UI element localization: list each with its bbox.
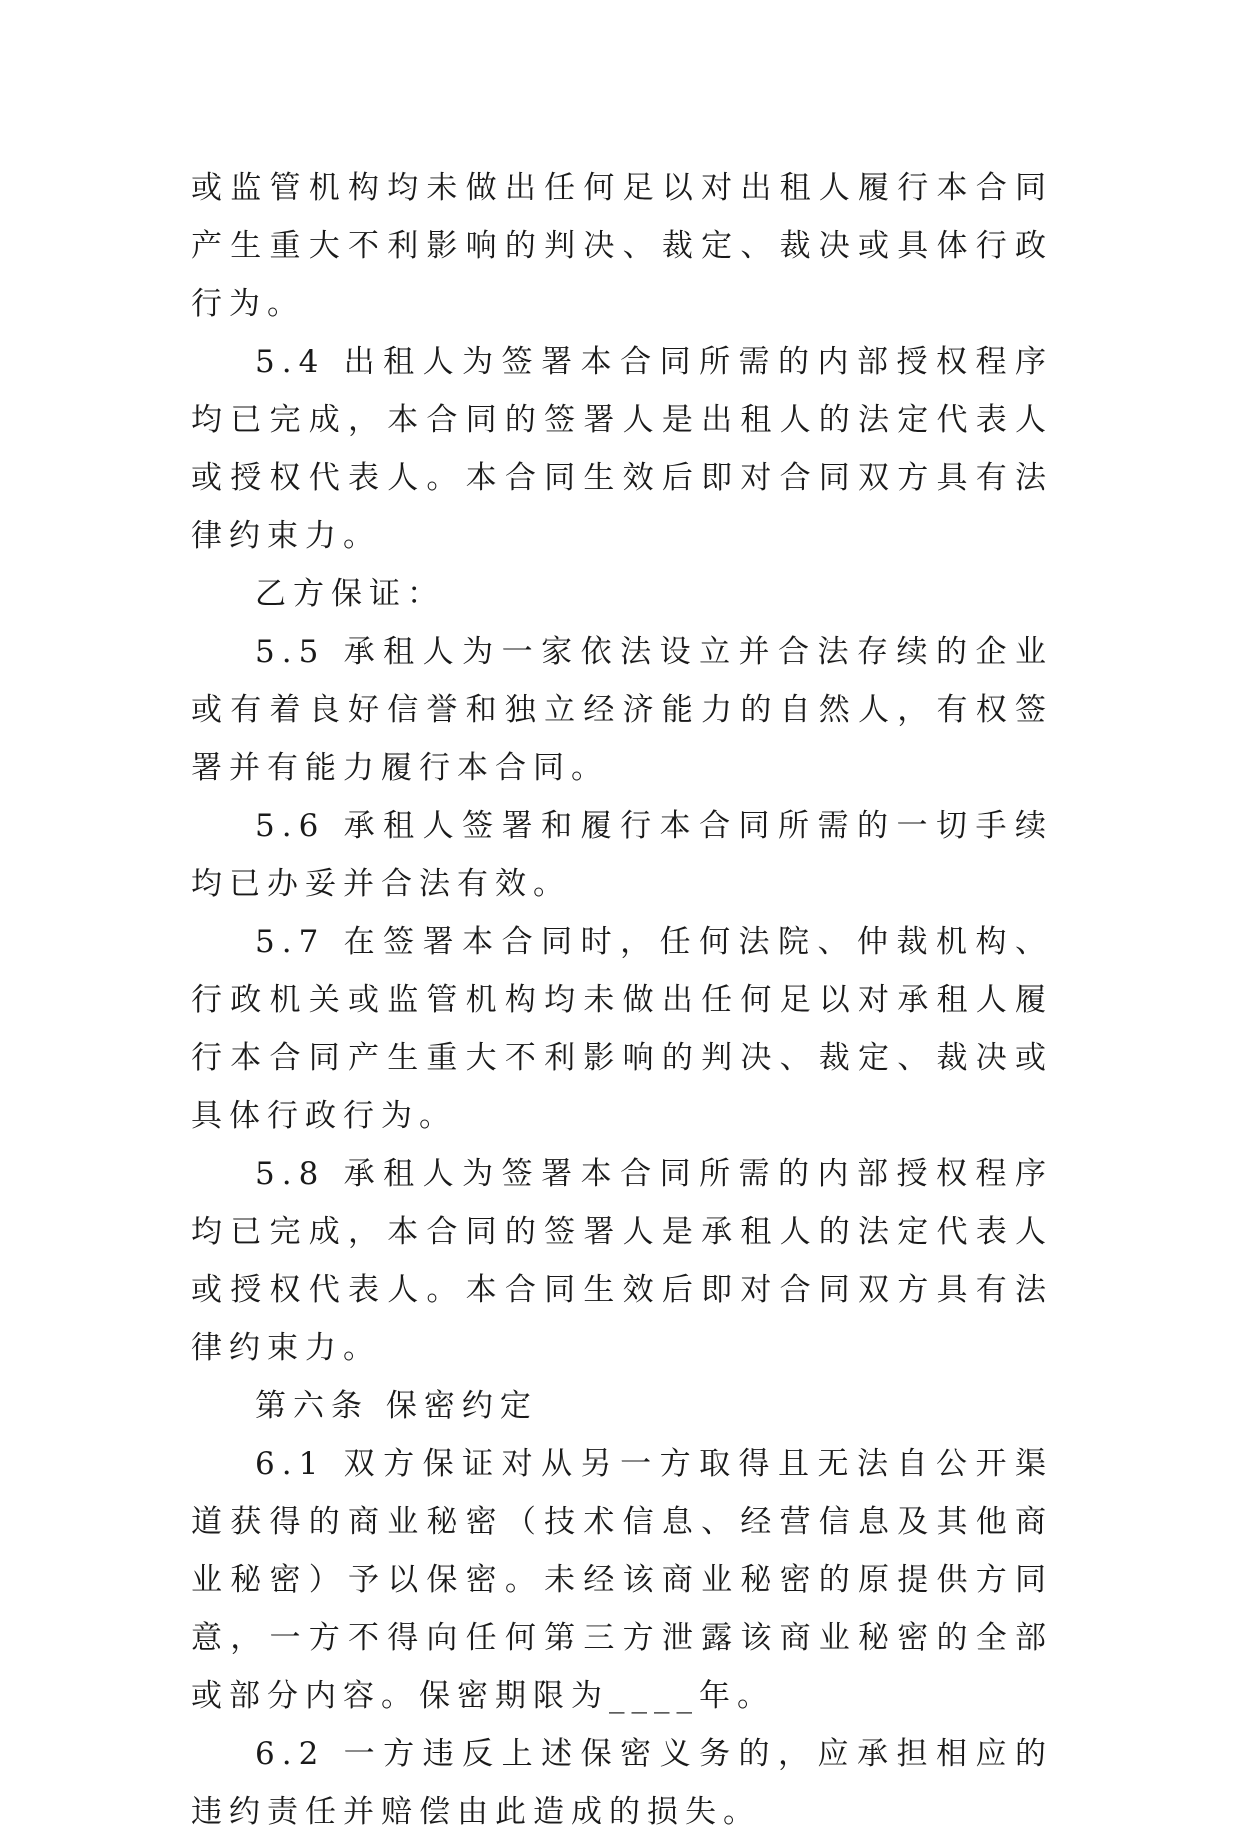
document-body	[191, 159, 1053, 1841]
paragraph-clause-6-1: 6.1 双方保证对从另一方取得且无法自公开渠道获得的商业秘密（技术信息、经营信息及其他商业秘密）予以保密。未经该商业秘密的原提供方同意，一方不得向任何第三方泄露该商业秘密的全部或部分内容。保密期限为____年。	[191, 1446, 1053, 1714]
paragraph-clause-5-7: 5.7 在签署本合同时，任何法院、仲裁机构、行政机关或监管机构均未做出任何足以对承租人履行本合同产生重大不利影响的判决、裁定、裁决或具体行政行为。	[191, 924, 1053, 1134]
section-heading-article-6: 第六条 保密约定	[255, 1388, 538, 1424]
paragraph-party-b-heading: 乙方保证：	[255, 576, 445, 612]
paragraph-clause-5-5: 5.5 承租人为一家依法设立并合法存续的企业或有着良好信誉和独立经济能力的自然人，有权签署并有能力履行本合同。	[191, 634, 1053, 786]
paragraph-continuation: 或监管机构均未做出任何足以对出租人履行本合同产生重大不利影响的判决、裁定、裁决或具体行政行为。	[191, 170, 1053, 322]
paragraph-clause-5-4: 5.4 出租人为签署本合同所需的内部授权程序均已完成，本合同的签署人是出租人的法定代表人或授权代表人。本合同生效后即对合同双方具有法律约束力。	[191, 344, 1053, 554]
paragraph-clause-6-2: 6.2 一方违反上述保密义务的，应承担相应的违约责任并赔偿由此造成的损失。	[191, 1736, 1053, 1830]
paragraph-clause-5-6: 5.6 承租人签署和履行本合同所需的一切手续均已办妥并合法有效。	[191, 808, 1053, 902]
paragraph-clause-5-8: 5.8 承租人为签署本合同所需的内部授权程序均已完成，本合同的签署人是承租人的法定代表人或授权代表人。本合同生效后即对合同双方具有法律约束力。	[191, 1156, 1053, 1366]
